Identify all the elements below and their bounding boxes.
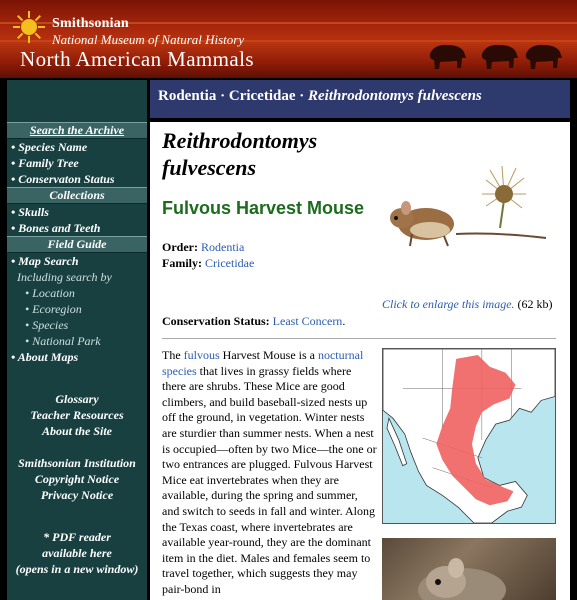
including-label: Including search by xyxy=(17,270,112,284)
sidebar-spacer xyxy=(7,503,147,529)
bones-teeth-link[interactable]: • Bones and Teeth xyxy=(11,221,101,235)
collections-heading: Collections xyxy=(7,187,147,204)
scientific-name-species: fulvescens xyxy=(162,155,257,180)
divider xyxy=(162,338,556,339)
common-name: Fulvous Harvest Mouse xyxy=(162,198,365,218)
privacy-notice-link[interactable]: Privacy Notice xyxy=(40,488,114,502)
description-text: The xyxy=(162,348,184,362)
teacher-resources-link[interactable]: Teacher Resources xyxy=(30,408,124,422)
about-maps-link[interactable]: • About Maps xyxy=(11,350,79,364)
family-row xyxy=(162,256,254,271)
about-site-link[interactable]: About the Site xyxy=(41,424,112,438)
site-title[interactable]: North American Mammals xyxy=(20,47,254,71)
image-size-label: (62 kb) xyxy=(514,297,553,311)
sidebar-spacer xyxy=(7,365,147,391)
field-guide-heading: Field Guide xyxy=(7,236,147,253)
smithsonian-sun-logo-icon[interactable] xyxy=(12,10,46,44)
conservation-link[interactable]: Least Concern xyxy=(272,314,343,328)
mouse-photo-image[interactable] xyxy=(382,538,556,600)
page-title xyxy=(162,127,317,181)
glossary-link[interactable]: Glossary xyxy=(55,392,99,406)
enlarge-image-link[interactable]: Click to enlarge this image. xyxy=(382,297,515,311)
muskox-silhouette-icon xyxy=(426,40,468,70)
breadcrumb-family-link[interactable]: Cricetidae xyxy=(228,88,296,104)
muskox-silhouette-icon xyxy=(522,40,564,70)
skulls-link[interactable]: • Skulls xyxy=(11,205,49,219)
species-content xyxy=(150,122,570,600)
mouse-illustration-image[interactable] xyxy=(386,166,558,250)
search-national-park-link[interactable]: • National Park xyxy=(25,334,101,348)
order-link[interactable]: Rodentia xyxy=(200,240,245,254)
site-header xyxy=(0,0,577,78)
conservation-label: Conservation Status: xyxy=(162,314,270,328)
species-name-link[interactable]: • Species Name xyxy=(11,140,88,154)
search-species-link[interactable]: • Species xyxy=(25,318,69,332)
glossary-nocturnal-link[interactable]: nocturnal species xyxy=(162,348,364,378)
description-text: Harvest Mouse is a xyxy=(219,348,318,362)
pdf-reader-link-line2[interactable]: available here xyxy=(42,546,112,560)
scientific-name-genus: Reithrodontomys xyxy=(162,128,318,153)
breadcrumb xyxy=(150,80,570,118)
family-link[interactable]: Cricetidae xyxy=(205,256,255,270)
species-description xyxy=(162,348,378,598)
sidebar-spacer xyxy=(7,439,147,455)
order-row xyxy=(162,240,244,255)
breadcrumb-separator: · xyxy=(216,88,229,104)
family-tree-link[interactable]: • Family Tree xyxy=(11,156,79,170)
sidebar xyxy=(7,80,147,600)
range-map-image[interactable] xyxy=(382,348,556,524)
glossary-fulvous-link[interactable]: fulvous xyxy=(183,348,220,362)
breadcrumb-separator: · xyxy=(295,88,309,104)
enlarge-image-caption xyxy=(382,296,562,312)
order-label: Order: xyxy=(162,240,198,254)
copyright-notice-link[interactable]: Copyright Notice xyxy=(34,472,120,486)
pdf-reader-link[interactable]: * PDF reader xyxy=(43,530,111,544)
pdf-reader-link-line3[interactable]: (opens in a new window) xyxy=(15,562,139,576)
conservation-status-link[interactable]: • Conservaton Status xyxy=(11,172,115,186)
conservation-period: . xyxy=(342,314,346,328)
smithsonian-name[interactable]: Smithsonian xyxy=(52,16,129,31)
smithsonian-institution-link[interactable]: Smithsonian Institution xyxy=(18,456,136,470)
search-archive-link[interactable]: Search the Archive xyxy=(7,122,147,139)
search-ecoregion-link[interactable]: • Ecoregion xyxy=(25,302,82,316)
search-location-link[interactable]: • Location xyxy=(25,286,75,300)
breadcrumb-species: Reithrodontomys fulvescens xyxy=(308,88,482,104)
description-text: that lives in grassy fields where there are shrubs. These Mice are good climbers, and build baseball-sized nests up off the ground, in vegetation. Winter nests are sturdier than summer nests. When a nest is occupied—often by two Mice—the one or two entrances are plugged. Fulvous Harvest Mice eat invertebrates when they are available, during the spring and summer, and switch to seeds in fall and winter. Along the Texas coast, where invertebrates are available year-round, they are the dominant item in the diet. Males and females seem to travel together, which suggests they may pair-bond in xyxy=(162,363,377,596)
conservation-row xyxy=(162,314,345,329)
museum-name[interactable]: National Museum of Natural History xyxy=(52,32,245,47)
breadcrumb-order-link[interactable]: Rodentia xyxy=(158,88,217,104)
mouse-photo-graphic xyxy=(382,538,556,600)
map-search-link[interactable]: • Map Search xyxy=(11,254,79,268)
family-label: Family: xyxy=(162,256,202,270)
sidebar-top xyxy=(7,80,147,122)
muskox-silhouette-icon xyxy=(478,40,520,70)
